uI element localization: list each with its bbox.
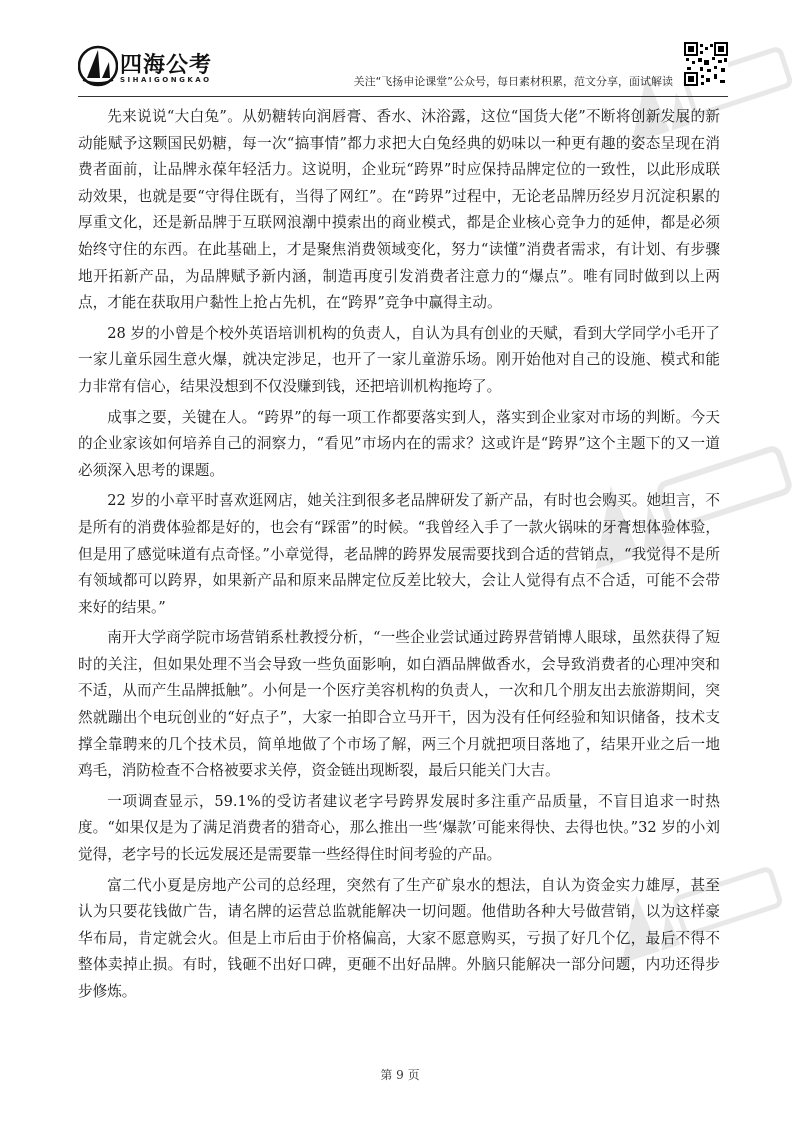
paragraph: 先来说说“大白兔”。从奶糖转向润唇膏、香水、沐浴露，这位“国货大佬”不断将创新发展的新动能赋予这颗国民奶糖，每一次“搞事情”都力求把大白兔经典的奶味以一种更有趣的姿态呈现在消费者面前，让品牌永葆年轻活力。这说明，企业玩“跨界”时应保持品牌定位的一致性，以此形成联动效果，也就是要“守得住既有，当得了网红”。在“跨界”过程中，无论老品牌历经岁月沉淀积累的厚重文化，还是新品牌于互联网浪潮中摸索出的商业模式，都是企业核心竞争力的延伸，都是必须始终守住的东西。在此基础上，才是聚焦消费领域变化，努力“读懂”消费者需求，有计划、有步骤地开拓新产品，为品牌赋予新内涵，制造再度引发消费者注意力的“爆点”。唯有同时做到以上两点，才能在获取用户黏性上抢占先机，在“跨界”竞争中赢得主动。 bbox=[78, 108, 720, 312]
page-header bbox=[78, 42, 728, 94]
paragraph: 28 岁的小曾是个校外英语培训机构的负责人，自认为具有创业的天赋，看到大学同学小毛开了一家儿童乐园生意火爆，就决定涉足，也开了一家儿童游乐场。刚开始他对自己的设施、模式和能力非常有信心，结果没想到不仅没赚到钱，还把培训机构拖垮了。 bbox=[78, 324, 720, 395]
brand-logo bbox=[78, 44, 238, 92]
header-divider bbox=[78, 96, 728, 97]
paragraph: 南开大学商学院市场营销系杜教授分析，“一些企业尝试通过跨界营销博人眼球，虽然获得了短时的关注，但如果处理不当会导致一些负面影响，如白酒品牌做香水，会导致消费者的心理冲突和不适，从而产生品牌抵触”。小何是一个医疗美容机构的负责人，一次和几个朋友出去旅游期间，突然就蹦出个电玩创业的“好点子”，大家一拍即合立马开干，因为没有任何经验和知识储备，技术支撑全靠聘来的几个技术员，简单地做了个市场了解，两三个月就把项目落地了，结果开业之后一地鸡毛，消防检查不合格被要求关停，资金链出现断裂，最后只能关门大吉。 bbox=[78, 629, 720, 780]
paragraph: 22 岁的小章平时喜欢逛网店，她关注到很多老品牌研发了新产品，有时也会购买。她坦言，不是所有的消费体验都是好的，也会有“踩雷”的时候。“我曾经入手了一款火锅味的牙膏想体验体验，但是用了感觉味道有点奇怪。”小章觉得，老品牌的跨界发展需要找到合适的营销点，“我觉得不是所有领域都可以跨界，如果新产品和原来品牌定位反差比较大，会让人觉得有点不合适，可能不会带来好的结果。” bbox=[78, 492, 720, 616]
header-tagline: 关注“飞扬申论课堂”公众号，每日素材积累，范文分享，面试解读 bbox=[353, 75, 673, 88]
page-number: 第 9 页 bbox=[380, 1068, 420, 1082]
brand-name: 四海公考 bbox=[120, 53, 213, 78]
sail-logo-icon bbox=[78, 44, 118, 88]
paragraph: 富二代小夏是房地产公司的总经理，突然有了生产矿泉水的想法，自认为资金实力雄厚，甚至认为只要花钱做广告，请名牌的运营总监就能解决一切问题。他借助各种大号做营销，以为这样豪华布局，肯定就会火。但是上市后由于价格偏高，大家不愿意购买，亏损了好几个亿，最后不得不整体卖掉止损。有时，钱砸不出好口碑，更砸不出好品牌。外脑只能解决一部分问题，内功还得步步修炼。 bbox=[78, 876, 720, 1000]
article-body bbox=[78, 104, 720, 1010]
paragraph: 一项调查显示，59.1%的受访者建议老字号跨界发展时多注重产品质量，不盲目追求一时热度。“如果仅是为了满足消费者的猎奇心，那么推出一些‘爆款’可能来得快、去得也快。”32 岁的小刘觉得，老字号的长远发展还是需要靠一些经得住时间考验的产品。 bbox=[78, 792, 720, 864]
brand-pinyin: SIHAIGONGKAO bbox=[120, 76, 212, 84]
paragraph: 成事之要，关键在人。“跨界”的每一项工作都要落实到人，落实到企业家对市场的判断。今天的企业家该如何培养自己的洞察力，“看见”市场内在的需求？这或许是“跨界”这个主题下的又一道必须深入思考的课题。 bbox=[78, 408, 720, 479]
qr-code-icon bbox=[684, 42, 728, 86]
